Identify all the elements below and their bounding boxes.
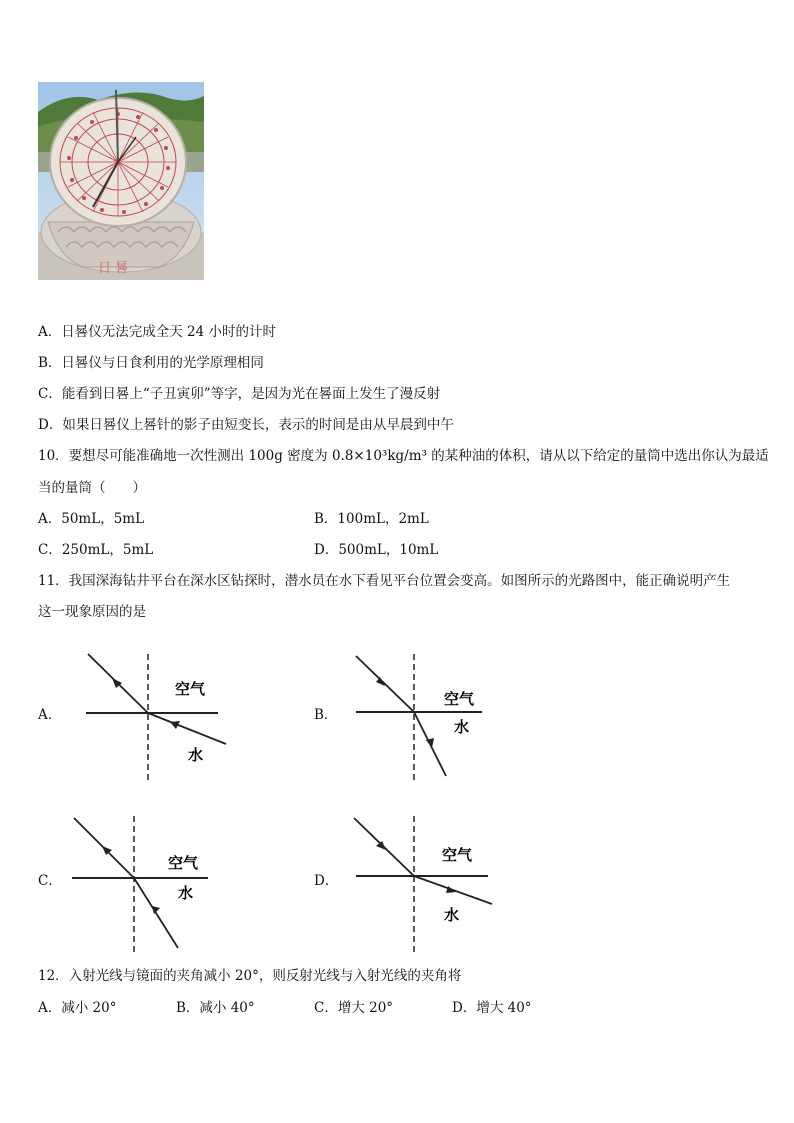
q9-option-c: C．能看到日晷上“子丑寅卯”等字，是因为光在晷面上发生了漫反射 [38,386,441,402]
q12-option-d: D．增大 40° [452,1000,532,1016]
q11-diagram-b [348,650,498,785]
air-label: 空气 [442,846,473,864]
q9-option-b: B．日晷仪与日食利用的光学原理相同 [38,355,264,371]
q10-stem-line1: 10．要想尽可能准确地一次性测出 100g 密度为 0.8×10³kg/m³ 的某种油的体积，请从以下给定的量筒中选出你认为最适 [38,448,769,464]
q11-label-b: B． [314,707,338,723]
water-label: 水 [454,718,470,736]
q10-stem-line2: 当的量筒（ ） [38,480,146,496]
arrow-icon [446,886,456,893]
arrow-icon [376,841,386,850]
q11-label-a: A． [38,707,62,723]
q12-option-c: C．增大 20° [314,1000,394,1016]
q10-option-d: D．500mL，10mL [314,542,439,558]
air-label: 空气 [168,854,199,872]
air-label: 空气 [175,680,206,698]
water-label: 水 [444,906,460,924]
photo-caption: 日 晷 [98,261,129,276]
q10-option-c: C．250mL，5mL [38,542,154,558]
q9-option-a: A．日晷仪无法完成全天 24 小时的计时 [38,324,277,340]
sundial-photo [38,82,204,280]
q11-stem-line2: 这一现象原因的是 [38,604,146,620]
air-label: 空气 [444,690,475,708]
water-label: 水 [178,884,194,902]
q11-diagram-a [78,650,238,785]
q12-option-b: B．减小 40° [176,1000,255,1016]
q10-option-b: B．100mL，2mL [314,511,429,527]
q9-option-d: D．如果日晷仪上晷针的影子由短变长，表示的时间是由从早晨到中午 [38,417,454,433]
q11-diagram-d [348,812,503,957]
q11-stem-line1: 11．我国深海钻井平台在深水区钻探时，潜水员在水下看见平台位置会变高。如图所示的光路图中，能正确说明产生 [38,573,731,589]
q11-label-d: D． [314,873,339,889]
q12-option-a: A．减小 20° [38,1000,117,1016]
water-label: 水 [188,746,204,764]
q10-option-a: A．50mL，5mL [38,511,145,527]
q11-label-c: C． [38,873,62,889]
q12-stem: 12．入射光线与镜面的夹角减小 20°，则反射光线与入射光线的夹角将 [38,968,462,984]
q11-diagram-c [64,812,224,957]
